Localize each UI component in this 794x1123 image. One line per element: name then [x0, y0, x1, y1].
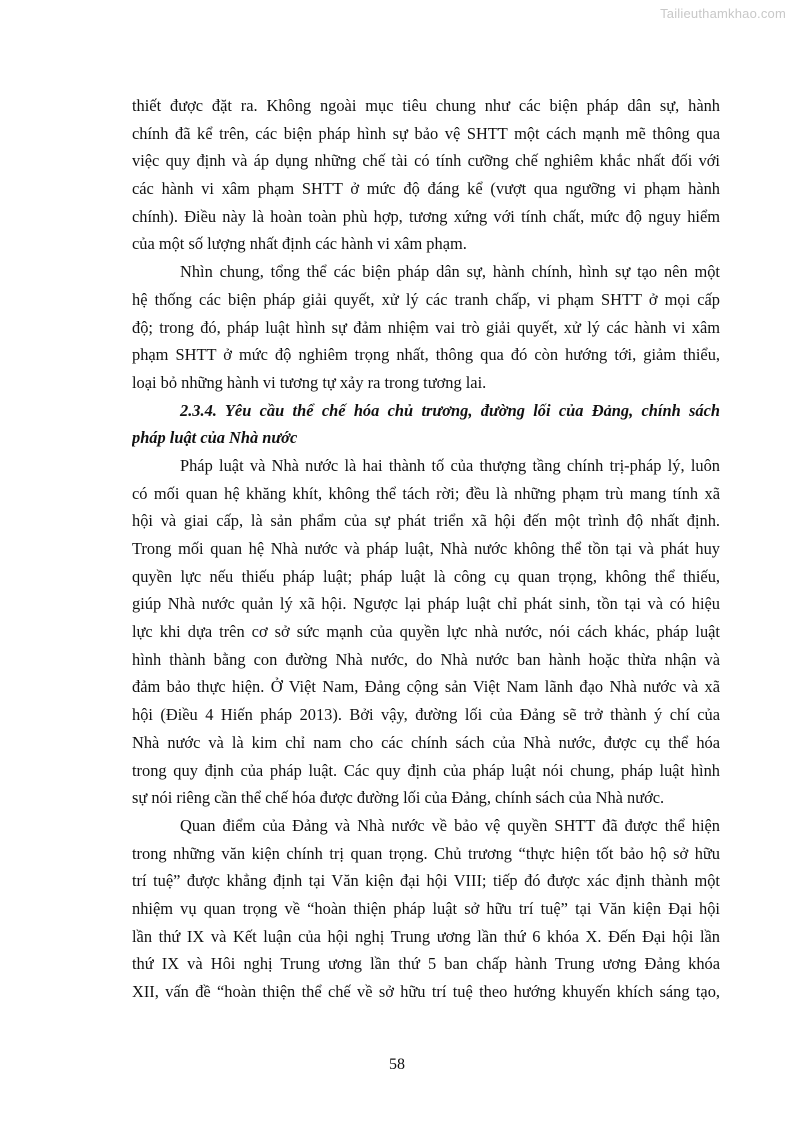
text-line: của một số lượng nhất định các hành vi xâm phạm. — [132, 234, 467, 254]
paragraph-2 — [132, 258, 720, 396]
text-line: trong những văn kiện chính trị quan trọng. Chủ trương “thực hiện tốt bảo hộ sở hữu — [132, 843, 720, 863]
text-line: quyền lực nếu thiếu pháp luật; pháp luật là công cụ quan trọng, không thể thiếu, — [132, 566, 720, 586]
text-line: lực khi dựa trên cơ sở sức mạnh của quyền lực nhà nước, nói cách khác, pháp luật — [132, 622, 720, 642]
paragraph-4 — [132, 812, 720, 1006]
text-line: giúp Nhà nước quản lý xã hội. Ngược lại pháp luật chỉ phát sinh, tồn tại và có hiệu — [132, 594, 720, 614]
text-line: Nhà nước và là kim chỉ nam cho các chính sách của Nhà nước, được cụ thể hóa — [132, 732, 720, 752]
text-line: thứ IX và Hôi nghị Trung ương lần thứ 5 ban chấp hành Trung ương Đảng khóa — [132, 954, 720, 974]
text-line: XII, vấn đề “hoàn thiện thể chế về sở hữu trí tuệ theo hướng khuyến khích sáng tạo, — [132, 982, 720, 1001]
text-line: hội và giai cấp, là sản phẩm của sự phát triển xã hội đến một trình độ nhất định. — [132, 511, 720, 531]
text-line: có mối quan hệ khăng khít, không thể tách rời; đều là những phạm trù mang tính xã — [132, 483, 720, 503]
text-line: lần thứ IX và Kết luận của hội nghị Trung ương lần thứ 6 khóa X. Đến Đại hội lần — [132, 926, 720, 946]
text-line: các hành vi xâm phạm SHTT ở mức độ đáng kể (vượt qua ngưỡng vi phạm hành — [132, 179, 720, 199]
paragraph-1 — [132, 92, 720, 258]
watermark-text: Tailieuthamkhao.com — [660, 6, 786, 21]
section-heading — [132, 397, 720, 452]
text-line: đảm bảo thực hiện. Ở Việt Nam, Đảng cộng sản Việt Nam lãnh đạo Nhà nước và xã — [132, 677, 720, 697]
page-number: 58 — [389, 1056, 405, 1073]
text-line: hình thành bằng con đường Nhà nước, do Nhà nước ban hành hoặc thừa nhận và — [132, 649, 720, 669]
document-body — [132, 92, 720, 1006]
text-line: chính). Điều này là hoàn toàn phù hợp, tương xứng với tính chất, mức độ nguy hiểm — [132, 206, 720, 226]
heading-line: pháp luật của Nhà nước — [132, 428, 298, 448]
paragraph-3 — [132, 452, 720, 812]
text-line: hệ thống các biện pháp giải quyết, xử lý các tranh chấp, vi phạm SHTT ở mọi cấp — [132, 289, 720, 309]
text-line: phạm SHTT ở mức độ nghiêm trọng nhất, thông qua đó còn hướng tới, giảm thiểu, — [132, 345, 720, 365]
text-line: hội (Điều 4 Hiến pháp 2013). Bởi vậy, đường lối của Đảng sẽ trở thành ý chí của — [132, 705, 720, 725]
text-line: chính đã kể trên, các biện pháp hình sự bảo vệ SHTT một cách mạnh mẽ thông qua — [132, 123, 720, 143]
text-line: Nhìn chung, tổng thể các biện pháp dân sự, hành chính, hình sự tạo nên một — [180, 262, 720, 282]
text-line: loại bỏ những hành vi tương tự xảy ra trong tương lai. — [132, 372, 487, 392]
text-line: trí tuệ” được khẳng định tại Văn kiện đại hội VIII; tiếp đó được xác định thành một — [132, 871, 720, 891]
text-line: thiết được đặt ra. Không ngoài mục tiêu chung như các biện pháp dân sự, hành — [132, 96, 720, 115]
text-line: sự nói riêng cần thể chế hóa được đường lối của Đảng, chính sách của Nhà nước. — [132, 788, 665, 808]
heading-line: 2.3.4. Yêu cầu thể chế hóa chủ trương, đường lối của Đảng, chính sách — [180, 400, 720, 420]
text-line: Quan điểm của Đảng và Nhà nước về bảo vệ quyền SHTT đã được thể hiện — [180, 815, 720, 835]
text-line: Pháp luật và Nhà nước là hai thành tố của thượng tầng chính trị-pháp lý, luôn — [180, 455, 720, 475]
text-line: nhiệm vụ quan trọng về “hoàn thiện pháp luật sở hữu trí tuệ” tại Văn kiện Đại hội — [132, 898, 720, 918]
text-line: Trong mối quan hệ Nhà nước và pháp luật, Nhà nước không thể tồn tại và phát huy — [132, 539, 720, 558]
text-line: trong quy định của pháp luật. Các quy định của pháp luật nói chung, pháp luật hình — [132, 760, 720, 780]
text-line: độ; trong đó, pháp luật hình sự đảm nhiệm vai trò giải quyết, xử lý các hành vi xâm — [132, 317, 720, 337]
text-line: việc quy định và áp dụng những chế tài có tính cưỡng chế nghiêm khắc nhất đối với — [132, 151, 720, 171]
